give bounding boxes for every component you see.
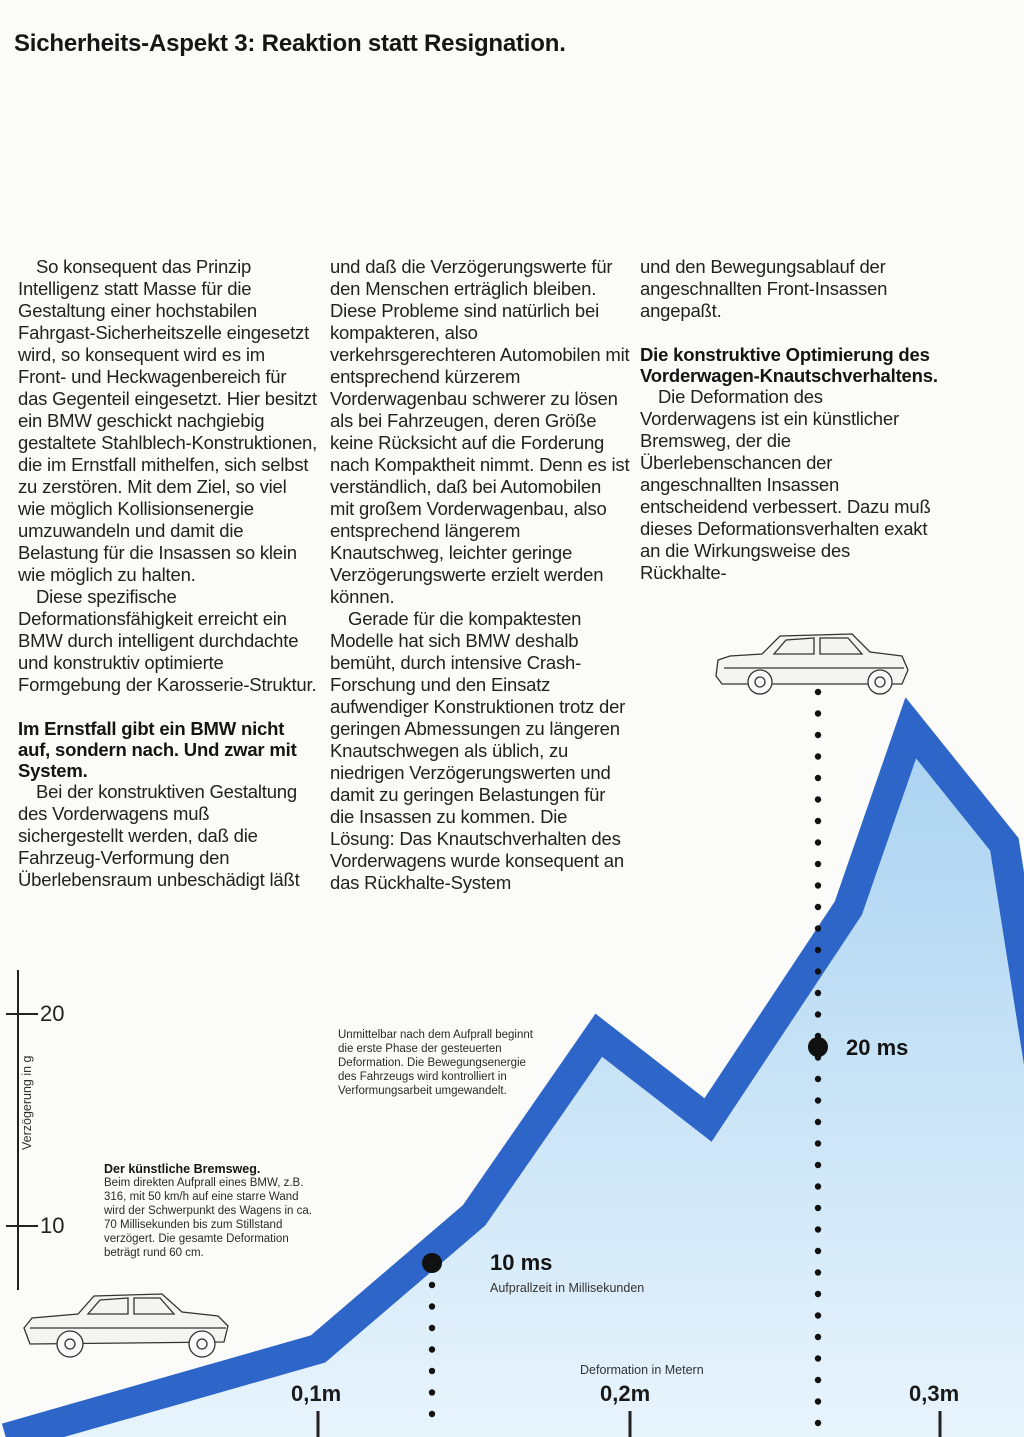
dot: [815, 1398, 821, 1404]
dot: [815, 818, 821, 824]
phase-annotation: Unmittelbar nach dem Aufprall beginnt die erste Phase der gesteuerten Deformation. Die Bewegungsenergie des Fahrzeugs wird kontrolliert in Verformungsarbeit umgewandelt.: [338, 1029, 533, 1097]
x-tick-label-0-1: 0,1m: [291, 1381, 342, 1406]
dot: [429, 1282, 435, 1288]
dot: [815, 732, 821, 738]
section-heading: Im Ernstfall gibt ein BMW nicht auf, sondern nach. Und zwar mit System.: [18, 718, 297, 781]
dot: [815, 1011, 821, 1017]
paragraph: Diese spezifische Deformationsfähigkeit erreicht ein BMW durch intelligent durchdachte und konstruktiv optimierte Formgebung der Karosserie-Struktur.: [18, 586, 317, 695]
dot: [815, 947, 821, 953]
dot: [815, 861, 821, 867]
bremsweg-annotation: [104, 1162, 314, 1260]
dot: [815, 1269, 821, 1275]
dot: [815, 1119, 821, 1125]
bremsweg-title: Der künstliche Bremsweg.: [104, 1162, 261, 1176]
paragraph: Gerade für die kompaktesten Modelle hat sich BMW deshalb bemüht, durch intensive Crash-Forschung und den Einsatz aufwendiger Konstruktionen trotz der geringen Abmessungen zu längeren Knautschwegen als üblich, zu niedrigen Verzögerungswerten und damit zu geringen Belastungen für die Insassen zu kommen. Die Lösung: Das Knautschverhalten des Vorderwagens wurde konsequent an das Rückhalte-System: [330, 608, 626, 893]
dot: [815, 882, 821, 888]
dot: [815, 1140, 821, 1146]
dot: [815, 1205, 821, 1211]
dot: [815, 990, 821, 996]
dot: [815, 1291, 821, 1297]
y-tick-label-10: 10: [40, 1213, 65, 1238]
marker-10ms: [422, 1253, 442, 1273]
text-column-3: [640, 256, 940, 584]
dot: [815, 1355, 821, 1361]
dot: [815, 1226, 821, 1232]
dot: [815, 796, 821, 802]
paragraph: Bei der konstruktiven Gestaltung des Vorderwagens muß sichergestellt werden, daß die Fahrzeug-Verformung den Überlebensraum unbeschädigt läßt: [18, 781, 300, 890]
x-tick-label-0-2: 0,2m: [600, 1381, 651, 1406]
dot: [815, 968, 821, 974]
dot: [815, 753, 821, 759]
dot: [815, 689, 821, 695]
car-top-illustration: [716, 634, 908, 694]
y-tick-label-20: 20: [40, 1001, 65, 1026]
paragraph: So konsequent das Prinzip Intelligenz statt Masse für die Gestaltung einer hochstabilen Fahrgast-Sicherheitszelle eingesetzt wird, so konsequent wird es im Front- und Heckwagenbereich für das Gegenteil eingesetzt. Hier besitzt ein BMW geschickt nachgiebig gestaltete Stahlblech-Konstruktionen, die im Ernstfall mithelfen, sich selbst zu zerstören. Mit dem Ziel, so viel wie möglich Kollisionsenergie umzuwandeln und damit die Belastung für die Insassen so klein wie möglich zu halten.: [18, 256, 318, 585]
marker-label-20ms: 20 ms: [846, 1035, 909, 1060]
marker-20ms: [808, 1037, 828, 1057]
time-label: Aufprallzeit in Millisekunden: [490, 1281, 645, 1295]
y-axis-label: Verzögerung in g: [20, 1055, 34, 1150]
x-axis-label: Deformation in Metern: [580, 1363, 704, 1377]
dot: [815, 1334, 821, 1340]
section-heading: Die konstruktive Optimierung des Vorderwagen-Knautschverhaltens.: [640, 344, 938, 386]
dot: [815, 1162, 821, 1168]
marker-label-10ms: 10 ms: [490, 1250, 553, 1275]
dot: [429, 1303, 435, 1309]
x-tick-label-0-3: 0,3m: [909, 1381, 960, 1406]
dot: [815, 1248, 821, 1254]
paragraph: und den Bewegungsablauf der angeschnallten Front-Insassen angepaßt.: [640, 256, 888, 321]
dot: [815, 904, 821, 910]
bremsweg-text: Beim direkten Aufprall eines BMW, z.B. 316, mit 50 km/h auf eine starre Wand wird der Schwerpunkt des Wagens in ca. 70 Millisekunden bis zum Stillstand verzögert. Die gesamte Deformation beträgt rund 60 cm.: [104, 1177, 312, 1259]
dot: [815, 1076, 821, 1082]
deceleration-chart: [0, 560, 1024, 1437]
dot: [815, 710, 821, 716]
dot: [815, 1420, 821, 1426]
dot: [815, 1183, 821, 1189]
page-title: Sicherheits-Aspekt 3: Reaktion statt Resignation.: [14, 30, 566, 57]
dot: [429, 1325, 435, 1331]
dot: [429, 1389, 435, 1395]
paragraph: Die Deformation des Vorderwagens ist ein künstlicher Bremsweg, der die Überlebenschancen der angeschnallten Insassen entscheidend verbessert. Dazu muß dieses Deformationsverhalten exakt an die Wirkungsweise des Rückhalte-: [640, 386, 931, 583]
dot: [815, 839, 821, 845]
dot: [815, 1312, 821, 1318]
dot: [429, 1368, 435, 1374]
dot: [815, 775, 821, 781]
dot: [429, 1411, 435, 1417]
car-bottom-illustration: [24, 1294, 228, 1357]
dot: [815, 925, 821, 931]
dot: [815, 1097, 821, 1103]
dot: [429, 1346, 435, 1352]
dot: [815, 1377, 821, 1383]
paragraph: und daß die Verzögerungswerte für den Menschen erträglich bleiben. Diese Probleme sind natürlich bei kompakteren, also verkehrsgerechteren Automobilen mit entsprechend kürzerem Vorderwagenbau schwerer zu lösen als bei Fahrzeugen, deren Größe keine Rücksicht auf die Forderung nach Kompaktheit nimmt. Denn es ist verständlich, daß bei Automobilen mit großem Vorderwagenbau, also entsprechend längerem Knautschweg, leichter geringe Verzögerungswerte erzielt werden können.: [330, 256, 630, 607]
